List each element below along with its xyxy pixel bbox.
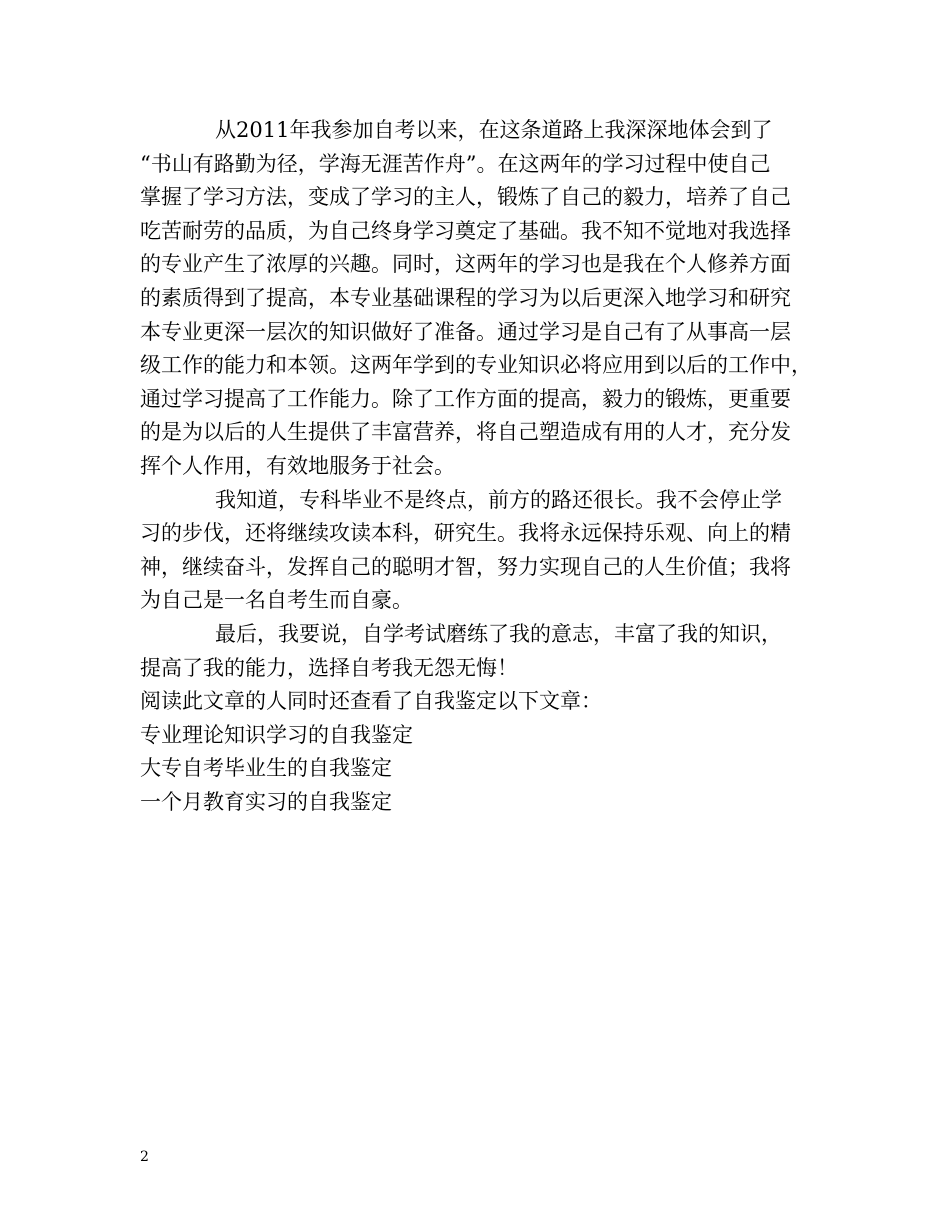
related-article-link[interactable]: 一个月教育实习的自我鉴定 xyxy=(140,789,392,814)
paragraph-line: 本专业更深一层次的知识做好了准备。通过学习是自己有了从事高一层 xyxy=(140,319,791,344)
paragraph-line: 习的步伐，还将继续攻读本科，研究生。我将永远保持乐观、向上的精 xyxy=(140,521,791,546)
paragraph-line: 的是为以后的人生提供了丰富营养，将自己塑造成有用的人才，充分发 xyxy=(140,420,791,445)
related-articles-heading: 阅读此文章的人同时还查看了自我鉴定以下文章： xyxy=(140,689,602,714)
paragraph-2 xyxy=(140,484,830,618)
paragraph-line: 从2011年我参加自考以来，在这条道路上我深深地体会到了 xyxy=(215,118,773,142)
paragraph-line: 吃苦耐劳的品质，为自己终身学习奠定了基础。我不知不觉地对我选择 xyxy=(140,218,791,243)
document-body xyxy=(140,114,830,819)
paragraph-line: 挥个人作用，有效地服务于社会。 xyxy=(140,453,455,478)
paragraph-line: 的素质得到了提高，本专业基础课程的学习为以后更深入地学习和研究 xyxy=(140,285,791,310)
paragraph-line: 最后，我要说，自学考试磨练了我的意志，丰富了我的知识， xyxy=(215,621,782,646)
paragraph-line: “书山有路勤为径，学海无涯苦作舟”。在这两年的学习过程中使自己 xyxy=(140,151,771,176)
paragraph-3 xyxy=(140,618,830,685)
paragraph-line: 神，继续奋斗，发挥自己的聪明才智，努力实现自己的人生价值；我将 xyxy=(140,554,791,579)
paragraph-line: 的专业产生了浓厚的兴趣。同时，这两年的学习也是我在个人修养方面 xyxy=(140,252,791,277)
related-article-link[interactable]: 专业理论知识学习的自我鉴定 xyxy=(140,722,413,747)
paragraph-line: 提高了我的能力，选择自考我无怨无悔！ xyxy=(140,655,518,680)
paragraph-line: 通过学习提高了工作能力。除了工作方面的提高，毅力的锻炼，更重要 xyxy=(140,386,791,411)
page-number: 2 xyxy=(140,1149,149,1165)
paragraph-line: 我知道，专科毕业不是终点，前方的路还很长。我不会停止学 xyxy=(215,487,782,512)
paragraph-line: 为自己是一名自考生而自豪。 xyxy=(140,588,413,613)
related-article-link[interactable]: 大专自考毕业生的自我鉴定 xyxy=(140,756,392,781)
paragraph-line: 级工作的能力和本领。这两年学到的专业知识必将应用到以后的工作中， xyxy=(140,353,812,378)
paragraph-1 xyxy=(140,114,830,484)
paragraph-line: 掌握了学习方法，变成了学习的主人，锻炼了自己的毅力，培养了自己 xyxy=(140,185,791,210)
related-articles xyxy=(140,685,830,819)
